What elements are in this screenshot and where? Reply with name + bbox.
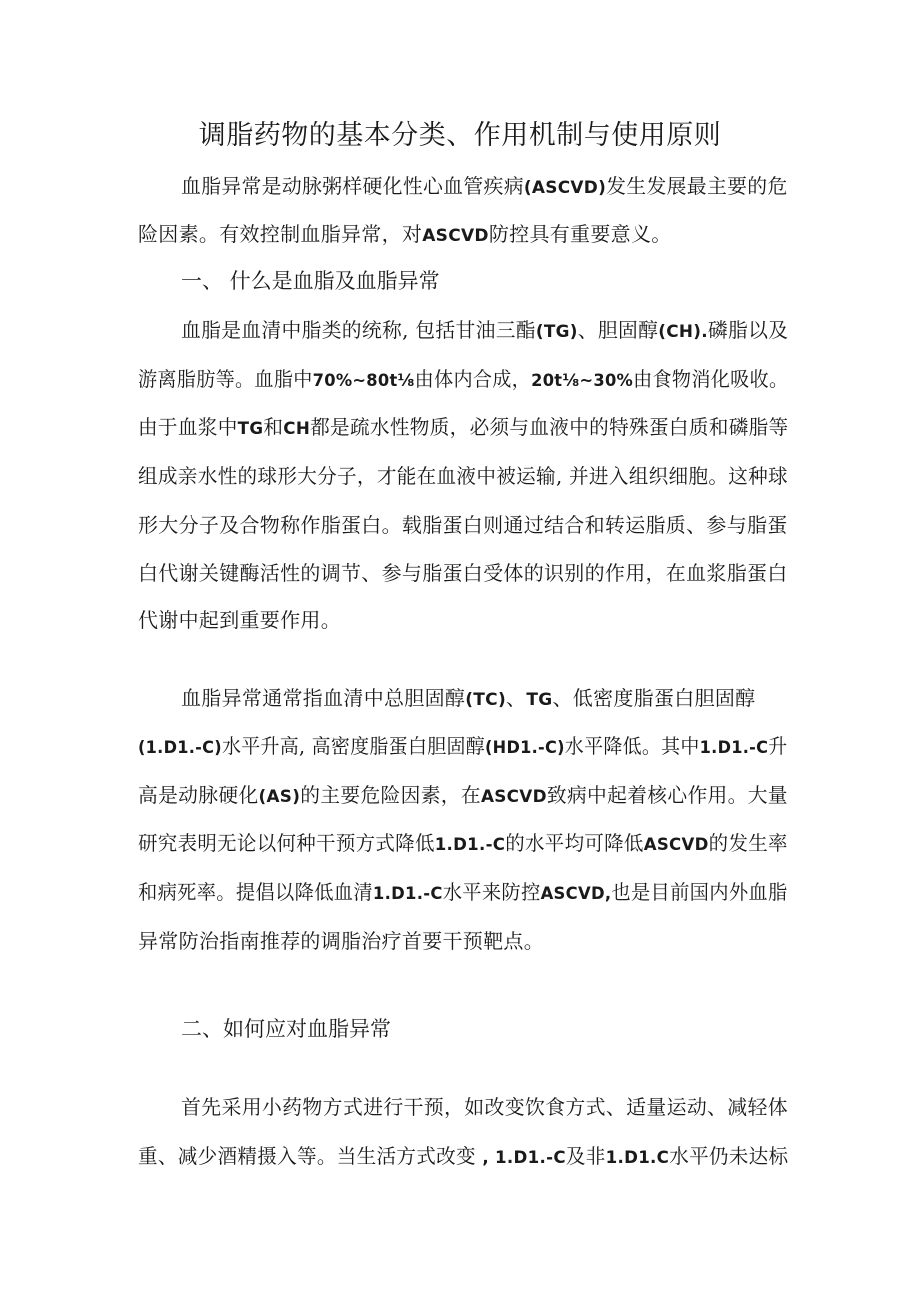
s1-p1-line-1 — [181, 315, 789, 347]
s2-p1-line-2 — [138, 1141, 789, 1173]
s1-p2-line-4 — [138, 828, 788, 860]
text-run: 游离脂肪等。血脂中 — [138, 367, 313, 391]
text-run: (AS) — [258, 787, 301, 807]
text-run: 水平升高, 高密度脂蛋白胆固醇 — [221, 734, 486, 758]
text-run: 由体内合成， — [414, 367, 532, 391]
intro-line-1 — [181, 171, 788, 203]
text-run: 水平降低。其中 — [564, 734, 700, 758]
text-run: 血脂异常是动脉粥样硬化性心血管疾病 — [181, 174, 524, 198]
text-run: 70%~80t⅛ — [312, 371, 415, 391]
text-run: 高是动脉硬化 — [138, 783, 259, 807]
s1-p1-line-5: 形大分子及合物称作脂蛋白。载脂蛋白则通过结合和转运脂质、参与脂蛋 — [138, 513, 788, 537]
text-run: CH — [283, 419, 311, 439]
text-run: 升 — [768, 734, 788, 758]
text-run: 防控具有重要意义。 — [488, 222, 672, 246]
s1-p1-line-2 — [138, 364, 789, 396]
text-run: 由于血浆中 — [138, 415, 238, 439]
text-run: (1.D1.-C) — [138, 738, 222, 758]
s1-p2-line-5 — [138, 877, 788, 909]
section-2-heading: 二、如何应对血脂异常 — [181, 1017, 391, 1041]
text-run: 研究表明无论以何种干预方式降低 — [138, 831, 435, 855]
text-run: ASCVD, — [540, 884, 612, 904]
text-run: 、 — [506, 686, 527, 710]
text-run: 磷脂以及 — [707, 318, 789, 342]
text-run: (CH). — [658, 322, 708, 342]
text-run: ASCVD — [480, 787, 547, 807]
text-run: 的水平均可降低 — [505, 831, 644, 855]
text-run: (ASCVD) — [523, 178, 607, 198]
text-run: 1.D1.C — [605, 1148, 670, 1168]
s1-p2-line-6: 异常防治指南推荐的调脂治疗首要干预靶点。 — [138, 929, 544, 953]
text-run: 由食物消化吸收。 — [633, 367, 789, 391]
text-run: 、胆固醇 — [577, 318, 659, 342]
s1-p1-line-3 — [138, 412, 789, 444]
text-run: 重、减少酒精摄入等。当生活方式改变 — [138, 1144, 483, 1168]
text-run: 的发生率 — [708, 831, 788, 855]
text-run: TG — [237, 419, 264, 439]
s1-p2-line-2 — [138, 731, 788, 763]
text-run: (TC) — [465, 690, 507, 710]
text-run: 的主要危险因素，在 — [300, 783, 481, 807]
s1-p2-line-3 — [138, 780, 788, 812]
text-run: 发生发展最主要的危 — [606, 174, 788, 198]
text-run: 都是疏水性物质，必须与血液中的特殊蛋白质和磷脂等 — [310, 415, 789, 439]
document-title: 调脂药物的基本分类、作用机制与使用原则 — [198, 120, 722, 151]
text-run: 致病中起着核心作用。大量 — [546, 783, 788, 807]
text-run: 及非 — [565, 1144, 606, 1168]
text-run: 水平来防控 — [442, 880, 541, 904]
text-run: 也是目前国内外血脂 — [611, 880, 788, 904]
text-run: 险因素。有效控制血脂异常，对 — [138, 222, 423, 246]
text-run: (TG) — [535, 322, 578, 342]
text-run: 1.D1.-C — [372, 884, 443, 904]
text-run: 1.D1.-C — [434, 835, 506, 855]
s1-p1-line-4: 组成亲水性的球形大分子，才能在血液中被运输, 并进入组织细胞。这种球 — [138, 464, 788, 488]
text-run: (HD1.-C) — [485, 738, 565, 758]
text-run: 、低密度脂蛋白胆固醇 — [552, 686, 756, 710]
text-run: 血脂异常通常指血清中总胆固醇 — [181, 686, 466, 710]
section-1-heading: 一、 什么是血脂及血脂异常 — [181, 269, 440, 293]
text-run: 20t⅛~30% — [531, 371, 634, 391]
s1-p1-line-6: 白代谢关键酶活性的调节、参与脂蛋白受体的识别的作用，在血浆脂蛋白 — [138, 561, 788, 585]
text-run: ASCVD — [422, 226, 489, 246]
text-run: TG — [526, 690, 553, 710]
text-run: ASCVD — [643, 835, 709, 855]
text-run: 和病死率。提倡以降低血清 — [138, 880, 373, 904]
s1-p1-line-7: 代谢中起到重要作用。 — [138, 608, 341, 632]
s2-p1-line-1: 首先采用小药物方式进行干预，如改变饮食方式、适量运动、减轻体 — [181, 1095, 788, 1119]
text-run: 水平仍未达标 — [669, 1144, 789, 1168]
text-run: 和 — [263, 415, 284, 439]
text-run: 血脂是血清中脂类的统称, 包括甘油三酯 — [181, 318, 536, 342]
s1-p2-line-1 — [181, 683, 788, 715]
text-run: 1.D1.-C — [699, 738, 769, 758]
intro-line-2 — [138, 219, 788, 251]
text-run: , 1.D1.-C — [482, 1148, 566, 1168]
